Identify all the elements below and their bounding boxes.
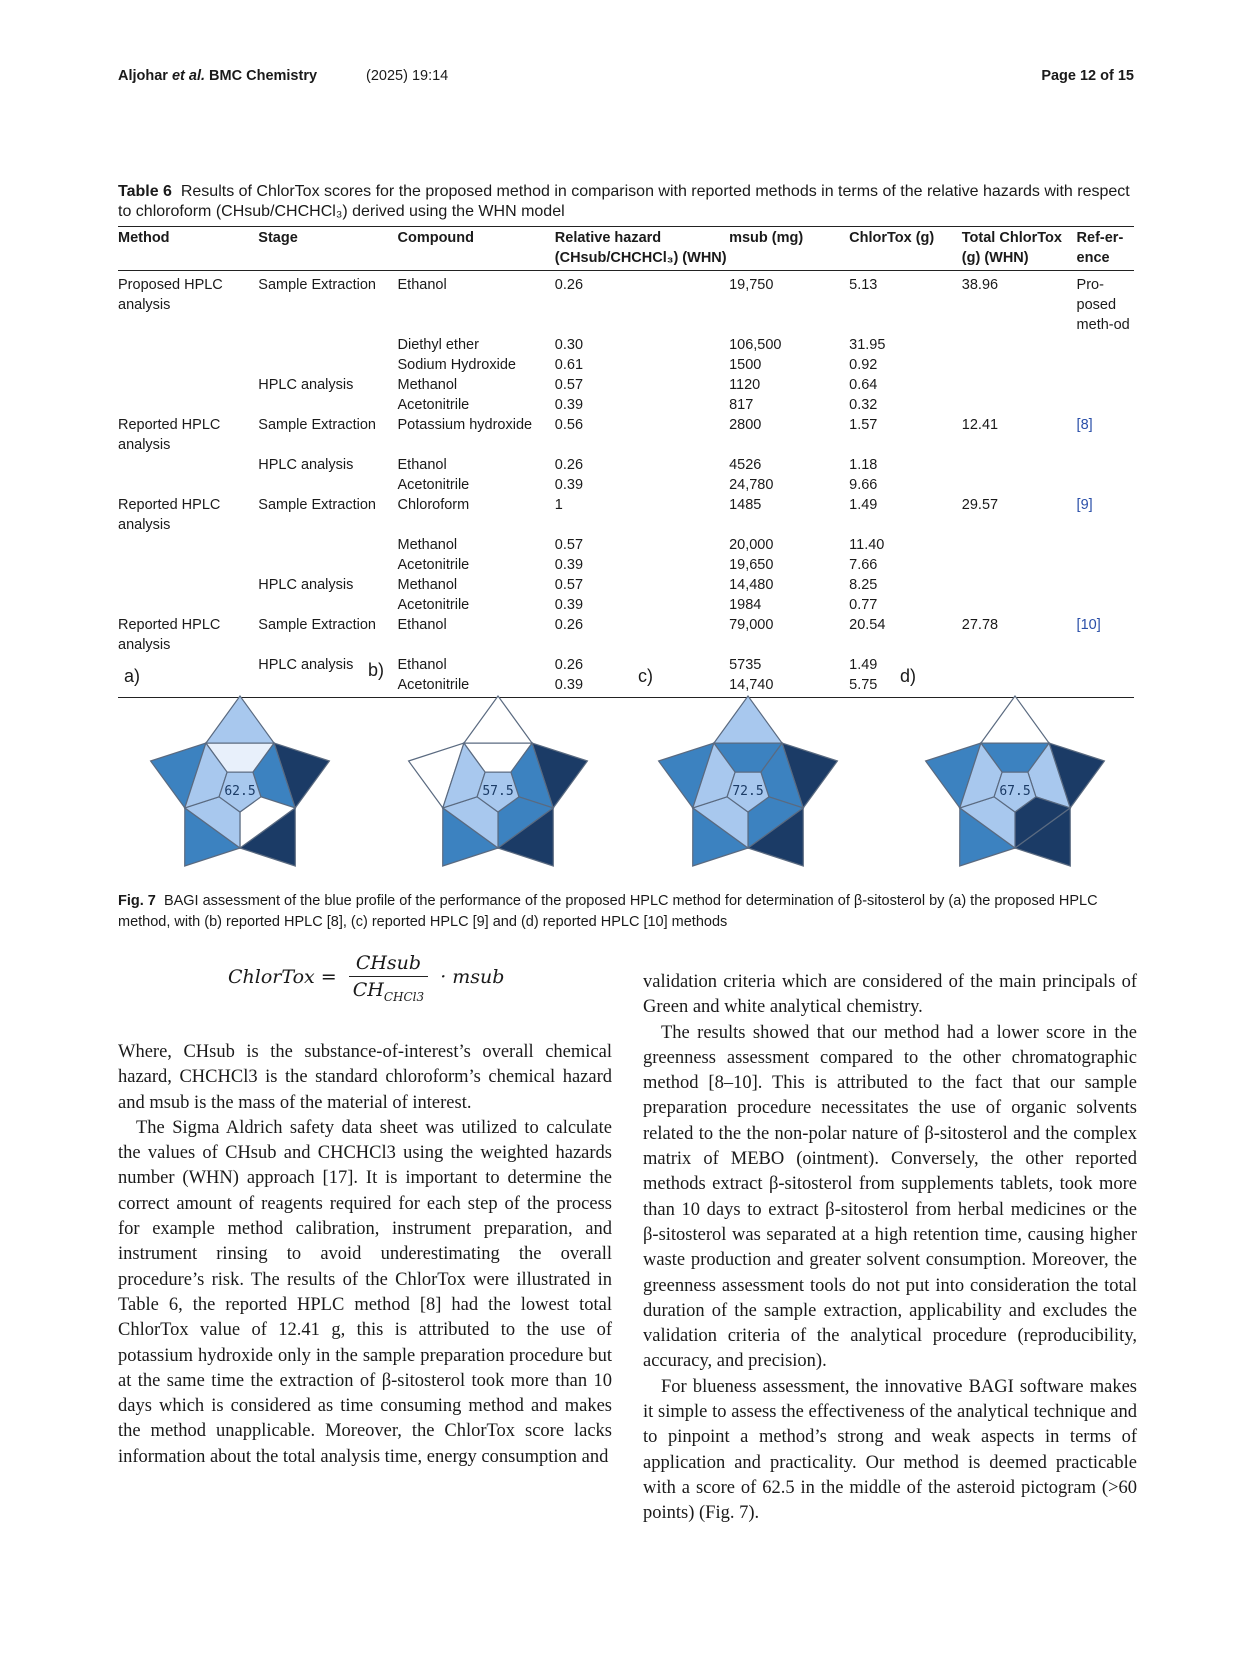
table-cell-reference [1077,535,1134,555]
table-cell-hazard: 0.61 [554,357,584,373]
col-msub: msub (mg) [729,227,849,271]
table-cell-total: 12.41 [961,417,999,433]
table-row [118,271,1134,336]
table-cell-method [118,395,258,415]
table-row [118,355,1134,375]
table-cell-chlortox: 0.32 [849,397,878,413]
bagi-pictogram [618,680,878,880]
bagi-tip-segment [464,696,532,743]
figure-caption-text: BAGI assessment of the blue profile of the performance of the proposed HPLC method for determination of β-sitosterol by (a) the proposed HPLC method, with (b) reported HPLC [8], (c) reported HPLC [9] and (d) reported HPLC [10] methods [118,893,1098,930]
table-row [118,655,1134,675]
table-row [118,475,1134,495]
table-cell-chlortox: 9.66 [849,477,878,493]
page-number: Page 12 of 15 [1041,68,1134,84]
table-cell-msub: 24,780 [729,477,774,493]
table-cell-reference[interactable]: [10] [1076,617,1101,633]
table-cell-chlortox: 11.40 [849,537,885,553]
table-cell-stage: HPLC analysis [258,657,354,673]
table-cell-total [962,335,1077,355]
panel-label: b) [368,660,385,680]
table-cell-method [118,595,258,615]
table-header-row [118,227,1134,271]
table-cell-total [962,595,1077,615]
body-right-column [643,970,1137,1527]
table-row [118,615,1134,655]
table-cell-reference [1077,355,1134,375]
table-cell-stage: HPLC analysis [258,377,354,393]
table-cell-msub: 5735 [729,657,762,673]
paragraph: For blueness assessment, the innovative BAGI software makes it simple to assess the effectiveness of the analytical technique and to pinpoint a method’s strong and weak aspects in terms of application and practicality. Our method is deemed practicable with a score of 62.5 in the middle of the asteroid pictogram (>60 points) (Fig. 7). [643,1376,1137,1524]
table-row [118,555,1134,575]
table-cell-compound: Diethyl ether [397,337,479,353]
table-cell-reference [1077,335,1134,355]
table-cell-total [962,475,1077,495]
bagi-pictogram [368,680,628,880]
journal-citation: Aljohar et al. BMC Chemistry [118,68,318,84]
figure-label: Fig. 7 [118,893,156,909]
col-compound: Compound [398,227,555,271]
table-cell-stage: Sample Extraction [258,617,376,633]
table-cell-msub: 1984 [729,597,762,613]
table-cell-chlortox: 7.66 [849,557,878,573]
table-cell-msub: 79,000 [729,617,774,633]
table-cell-compound: Methanol [397,377,458,393]
table-cell-hazard: 0.39 [554,477,584,493]
table-row [118,455,1134,475]
table-cell-hazard: 0.26 [554,277,584,293]
table-cell-total: 29.57 [961,497,999,513]
table-caption-text: Results of ChlorTox scores for the proposed method in comparison with reported methods in terms of the relative hazards with respect to chloroform (CHsub/CHCHCl₃) derived using the WHN model [118,183,1130,220]
table-cell-msub: 2800 [729,417,762,433]
col-chlortox: ChlorTox (g) [849,227,962,271]
table-cell-stage [258,595,397,615]
table-row [118,335,1134,355]
table-cell-hazard: 0.39 [554,597,584,613]
bagi-tip-segment [714,696,782,743]
table-cell-stage [258,355,397,375]
table-cell-stage [258,555,397,575]
table-cell-reference [1077,555,1134,575]
table-cell-hazard: 0.56 [554,417,584,433]
bagi-score: 67.5 [999,784,1031,799]
chlortox-equation [228,952,504,1004]
table-cell-hazard: 0.57 [554,377,584,393]
table-cell-stage: Sample Extraction [258,417,376,433]
table-row [118,575,1134,595]
table-cell-hazard: 0.39 [554,397,584,413]
table-cell-chlortox: 1.49 [849,657,878,673]
table-cell-method: Reported HPLC analysis [118,497,221,533]
paragraph: The Sigma Aldrich safety data sheet was utilized to calculate the values of CHsub and CHCHCl3 using the weighted hazards number (WHN) approach [17]. It is important to determine the correct amount of reagents required for each step of the process for example method calibration, instrument preparation, and instrument rinsing to avoid underestimating the overall procedure’s risk. The results of the ChlorTox were illustrated in Table 6, the reported HPLC method [8] had the lowest total ChlorTox value of 12.41 g, this is attributed to the use of potassium hydroxide only in the sample preparation procedure but at the same time the extraction of β-sitosterol took more than 10 days which is considered as time consuming method and makes the method unapplicable. Moreover, the ChlorTox score lacks information about the total analysis time, energy consumption and [118,1117,612,1467]
bagi-tip-segment [206,696,274,743]
table-cell-chlortox: 8.25 [849,577,878,593]
table-cell-compound: Acetonitrile [397,597,470,613]
table-cell-chlortox: 0.64 [849,377,878,393]
table-label: Table 6 [118,183,172,200]
table-cell-stage: Sample Extraction [258,277,376,293]
table-cell-hazard: 0.57 [554,577,584,593]
equation-numerator: CHsub [349,952,428,977]
table-cell-stage [258,395,397,415]
chlortox-table [118,226,1134,698]
table-row [118,415,1134,455]
year-volume: (2025) 19:14 [366,68,449,84]
table-cell-chlortox: 1.18 [849,457,878,473]
table-cell-msub: 14,740 [729,675,849,698]
table-cell-compound: Methanol [397,537,458,553]
table-cell-msub: 1485 [729,497,762,513]
table-cell-chlortox: 0.77 [849,597,878,613]
table-cell-msub: 1120 [729,377,761,393]
table-cell-msub: 20,000 [729,537,774,553]
equation-lhs: ChlorTox = [228,965,337,988]
table-cell-compound: Acetonitrile [397,557,470,573]
panel-label: a) [124,666,141,686]
col-stage: Stage [258,227,397,271]
table-cell-method [118,455,258,475]
table-cell-stage [258,335,397,355]
table-cell-stage [258,535,397,555]
col-method: Method [118,227,258,271]
table-cell-hazard: 0.30 [554,337,584,353]
table-cell-hazard: 0.39 [554,557,584,573]
table-cell-compound: Acetonitrile [398,675,555,698]
bagi-pictogram [110,680,370,880]
bagi-pictogram [900,680,1130,880]
table-cell-method: Reported HPLC analysis [118,617,221,653]
table-row [118,395,1134,415]
table-cell-method [118,555,258,575]
table-cell-reference [1077,595,1134,615]
table-cell-reference [1077,475,1134,495]
col-total: Total ChlorTox (g) (WHN) [962,227,1077,271]
table-cell-compound: Acetonitrile [397,477,470,493]
table-row [118,595,1134,615]
table-cell-msub: 1500 [729,357,762,373]
table-cell-chlortox: 1.49 [849,497,878,513]
paragraph: validation criteria which are considered of the main principals of Green and white analytical chemistry. [643,972,1137,1018]
paragraph: Where, CHsub is the substance-of-interest’s overall chemical hazard, CHCHCl3 is the standard chloroform’s chemical hazard and msub is the mass of the material of interest. [118,1042,612,1113]
table-cell-msub: 19,750 [729,277,774,293]
table-cell-reference[interactable]: [8] [1076,417,1093,433]
table-cell-hazard: 0.26 [554,657,584,673]
table-cell-total [962,455,1077,475]
col-reference: Ref-er-ence [1077,227,1134,271]
table-cell-chlortox: 5.13 [849,277,878,293]
table-cell-stage [258,475,397,495]
table-cell-method: Proposed HPLC analysis [118,277,223,313]
table-cell-method [118,355,258,375]
equation-rhs: · msub [440,965,505,988]
table-cell-reference [1077,395,1134,415]
table-cell-chlortox: 5.75 [849,675,962,698]
table-cell-total [962,535,1077,555]
table-row [118,535,1134,555]
table-cell-method [118,575,258,595]
panel-label: d) [900,666,917,686]
table-cell-method [118,335,258,355]
table-cell-total [962,375,1077,395]
equation-denominator: $CH_{CHCl3}$ [352,979,425,1004]
table-cell-compound: Ethanol [397,277,447,293]
table-cell-hazard: 0.26 [554,617,584,633]
bagi-score: 62.5 [224,784,256,799]
table-cell-compound: Acetonitrile [397,397,470,413]
table-cell-total [962,355,1077,375]
table-caption [118,182,1134,222]
panel-label: c) [638,666,653,686]
table-cell-compound: Sodium Hydroxide [397,357,516,373]
running-head [118,68,1134,84]
table-cell-method [118,535,258,555]
table-cell-total: 38.96 [961,277,999,293]
table-cell-reference[interactable]: [9] [1076,497,1093,513]
body-left-column [118,1040,612,1470]
table-cell-stage: HPLC analysis [258,457,354,473]
table-cell-total [962,575,1077,595]
table-row [118,495,1134,535]
table-cell-method [118,475,258,495]
table-cell-hazard: 0.26 [554,457,584,473]
bagi-score: 72.5 [732,784,764,799]
table-cell-reference [1077,455,1134,475]
table-cell-compound: Chloroform [397,497,470,513]
table-cell-msub: 4526 [729,457,762,473]
bagi-tip-segment [981,696,1049,743]
table-cell-compound: Methanol [397,577,458,593]
table-cell-chlortox: 31.95 [849,337,886,353]
table-cell-hazard: 0.39 [555,675,729,698]
table-body [118,271,1134,698]
table-cell-hazard: 1 [554,497,563,513]
table-cell-stage: HPLC analysis [258,577,354,593]
table-row [118,375,1134,395]
table-cell-method [118,375,258,395]
table-cell-total [962,655,1077,675]
table-cell-compound: Ethanol [397,657,447,673]
table-cell-chlortox: 0.92 [849,357,878,373]
table-cell-reference [1077,575,1134,595]
table-cell-msub: 14,480 [729,577,774,593]
table-cell-msub: 817 [729,397,754,413]
figure-caption [118,891,1134,933]
table-cell-method: Reported HPLC analysis [118,417,221,453]
table-cell-msub: 19,650 [729,557,774,573]
table-cell-compound: Potassium hydroxide [397,417,533,433]
table-cell-total [962,395,1077,415]
table-cell-total [962,555,1077,575]
table-cell-stage: Sample Extraction [258,497,376,513]
table-cell-reference [1077,655,1134,675]
table-cell-msub: 106,500 [729,337,782,353]
table-cell-total: 27.78 [961,617,999,633]
table-cell-compound: Ethanol [397,457,447,473]
equation-fraction [349,952,428,1004]
col-hazard: Relative hazard (CHsub/CHCHCl₃) (WHN) [555,227,729,271]
table-cell-compound: Ethanol [397,617,447,633]
table-cell-chlortox: 20.54 [849,617,886,633]
paragraph: The results showed that our method had a lower score in the greenness assessment compared to the other chromatographic method [8–10]. This is attributed to the fact that our sample preparation procedure necessitates the use of organic solvents related to the the non-polar nature of β-sitosterol and the complex matrix of MEBO (ointment). Conversely, the other reported methods extract β-sitosterol from supplements tablets, took more than 10 days to extract β-sitosterol from herbal medicines or the β-sitosterol was separated at a high retention time, causing higher waste production and greater solvent consumption. Moreover, the greenness assessment tools do not put into consideration the total duration of the sample extraction, applicability and excludes the validation criteria of the analytical procedure (reproducibility, accuracy, and precision). [643,1022,1137,1372]
table-cell-reference: Pro-posed meth-od [1076,277,1130,333]
table-cell-reference [1077,375,1134,395]
table-cell-hazard: 0.57 [554,537,584,553]
bagi-score: 57.5 [482,784,514,799]
table-cell-chlortox: 1.57 [849,417,878,433]
